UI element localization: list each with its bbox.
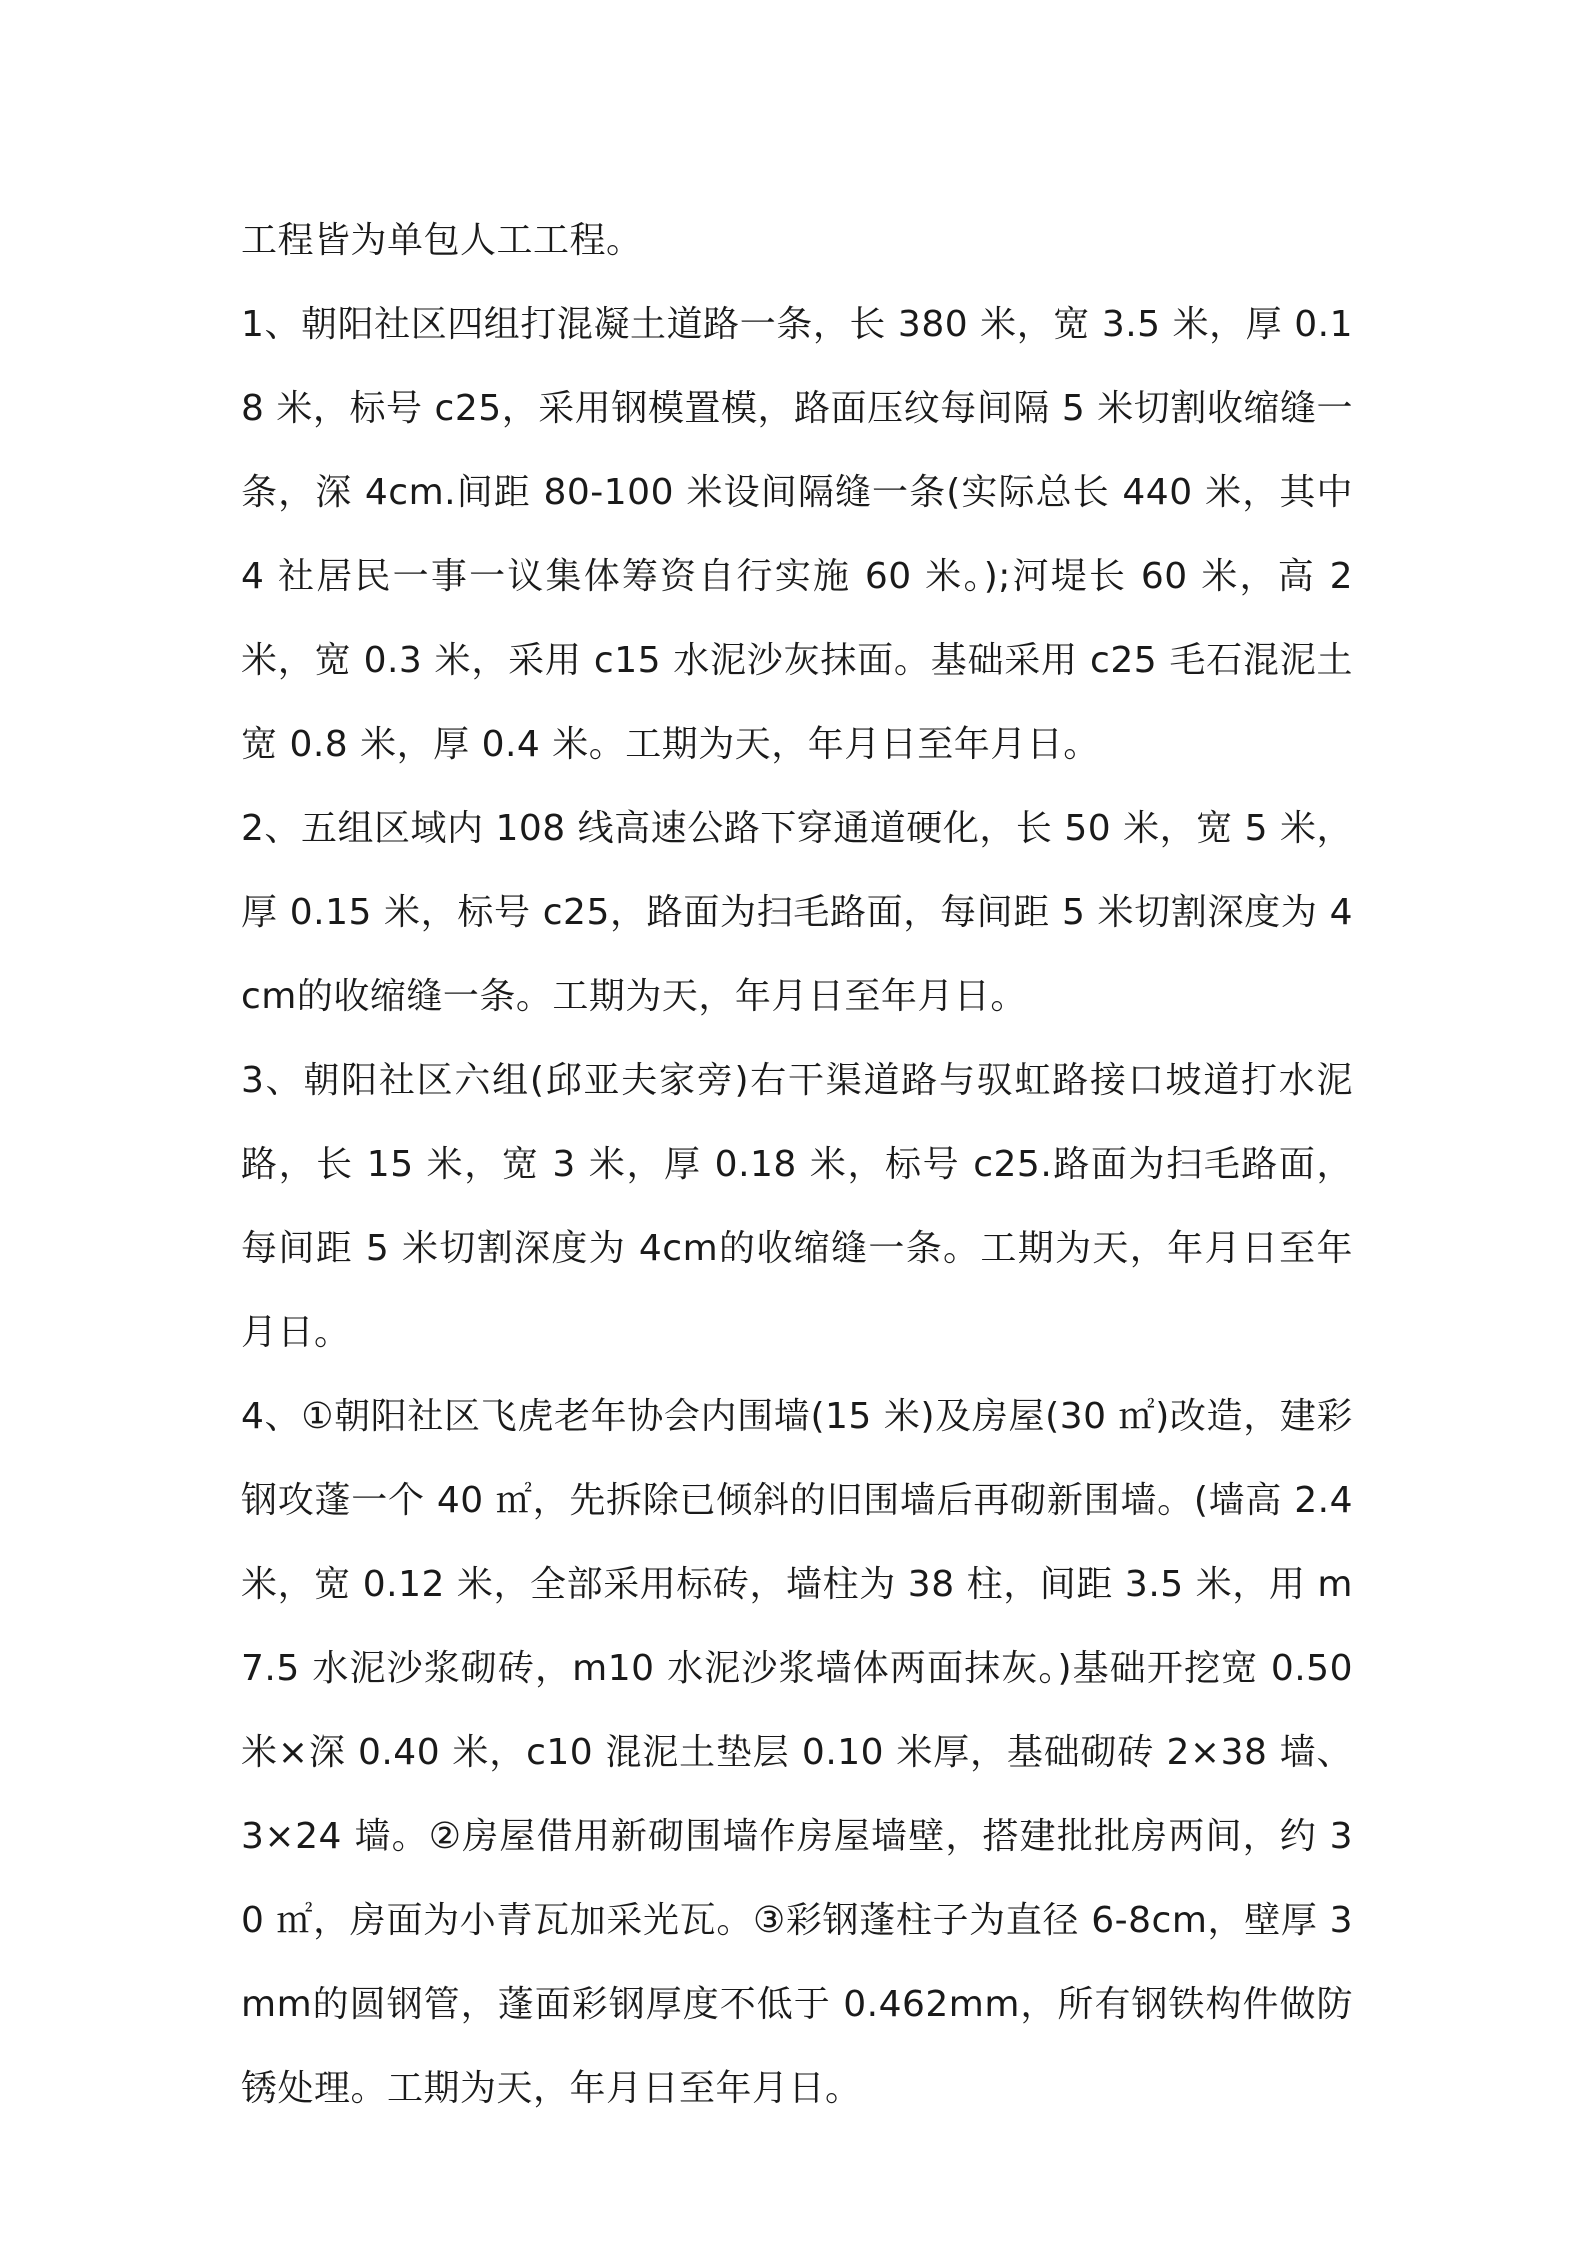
paragraph-item-4: 4、①朝阳社区飞虎老年协会内围墙(15 米)及房屋(30 ㎡)改造，建彩钢攻蓬一个 40 ㎡，先拆除已倾斜的旧围墙后再砌新围墙。(墙高 2.4 米，宽 0.12 米，全部采用标砖，墙柱为 38 柱，间距 3.5 米，用 m7.5 水泥沙浆砌砖，m10 水泥沙浆墙体两面抹灰。)基础开挖宽 0.50 米×深 0.40 米，c10 混泥土垫层 0.10 米厚，基础砌砖 2×38 墙、3×24 墙。②房屋借用新砌围墙作房屋墙壁，搭建批批房两间，约 30 ㎡，房面为小青瓦加采光瓦。③彩钢蓬柱子为直径 6-8cm，壁厚 3mm的圆钢管，蓬面彩钢厚度不低于 0.462mm，所有钢铁构件做防锈处理。工期为天，年月日至年月日。 bbox=[241, 1396, 1353, 2109]
paragraph-item-2: 2、五组区域内 108 线高速公路下穿通道硬化，长 50 米，宽 5 米，厚 0.15 米，标号 c25，路面为扫毛路面，每间距 5 米切割深度为 4 cm的收缩缝一条。工期为天，年月日至年月日。 bbox=[241, 808, 1353, 1017]
document-body bbox=[241, 199, 1353, 2131]
paragraph-item-3: 3、朝阳社区六组(邱亚夫家旁)右干渠道路与驭虹路接口坡道打水泥路，长 15 米，宽 3 米，厚 0.18 米，标号 c25.路面为扫毛路面，每间距 5 米切割深度为 4cm的收缩缝一条。工期为天，年月日至年月日。 bbox=[241, 1060, 1353, 1353]
paragraph-item-1: 1、朝阳社区四组打混凝土道路一条，长 380 米，宽 3.5 米，厚 0.18 米，标号 c25，采用钢模置模，路面压纹每间隔 5 米切割收缩缝一条，深 4cm.间距 80-100 米设间隔缝一条(实际总长 440 米，其中 4 社居民一事一议集体筹资自行实施 60 米。);河堤长 60 米，高 2 米，宽 0.3 米，采用 c15 水泥沙灰抹面。基础采用 c25 毛石混泥土宽 0.8 米，厚 0.4 米。工期为天，年月日至年月日。 bbox=[241, 304, 1353, 765]
paragraph-intro: 工程皆为单包人工工程。 bbox=[241, 220, 643, 261]
